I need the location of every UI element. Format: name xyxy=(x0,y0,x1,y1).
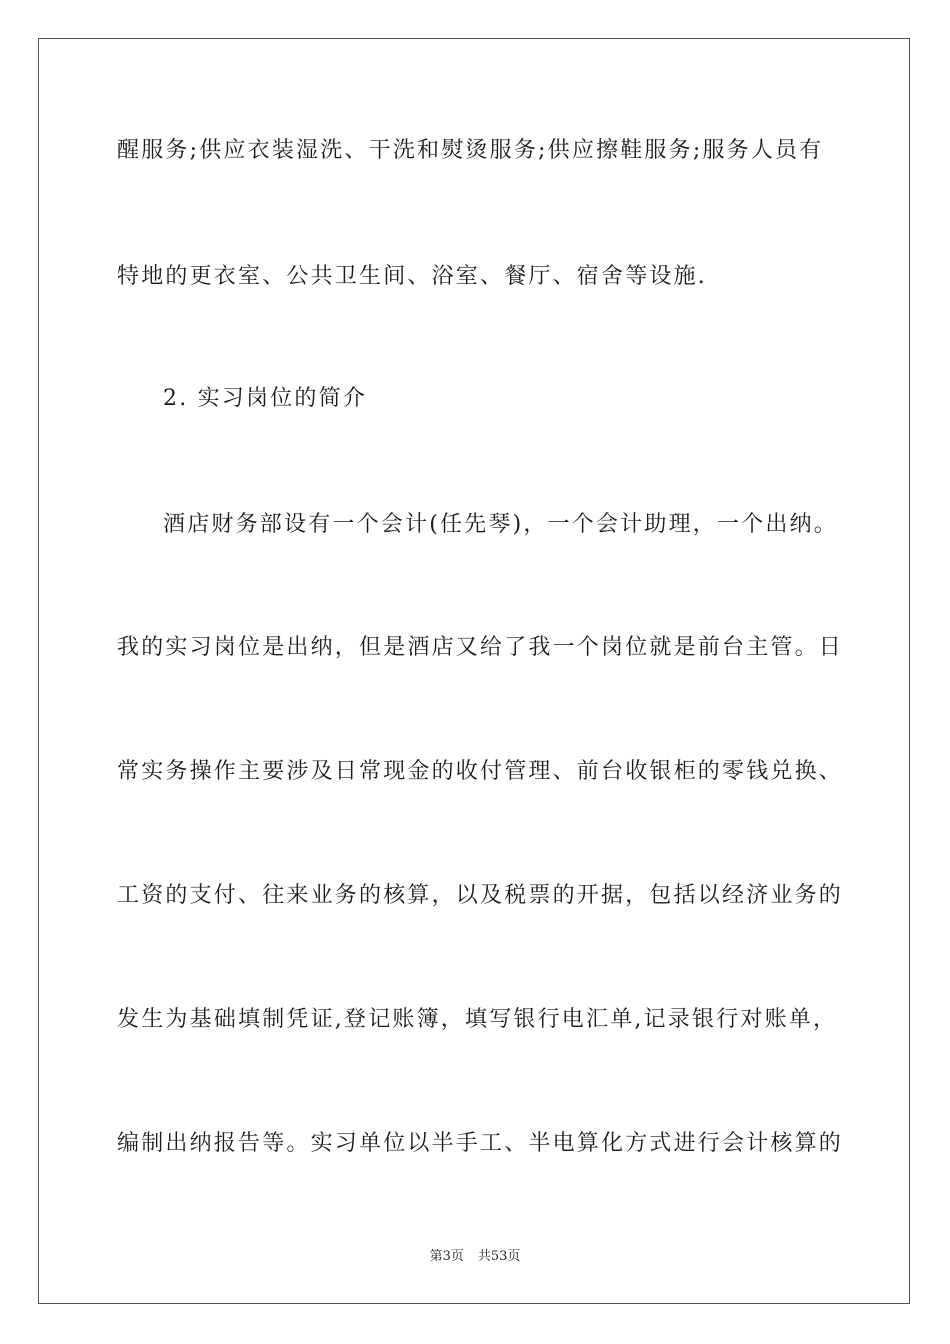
text-line-3: 酒店财务部设有一个会计(任先琴)，一个会计助理，一个出纳。 xyxy=(163,512,838,537)
text-line-7: 发生为基础填制凭证,登记账簿，填写银行电汇单,记录银行对账单， xyxy=(117,1007,838,1032)
page-border xyxy=(38,38,910,1304)
text-line-8: 编制出纳报告等。实习单位以半手工、半电算化方式进行会计核算的 xyxy=(117,1131,844,1156)
text-line-5: 常实务操作主要涉及日常现金的收付管理、前台收银柜的零钱兑换、 xyxy=(117,759,844,784)
text-line-4: 我的实习岗位是出纳，但是酒店又给了我一个岗位就是前台主管。日 xyxy=(117,635,844,660)
text-line-2: 特地的更衣室、公共卫生间、浴室、餐厅、宿舍等设施. xyxy=(117,264,707,289)
text-line-1: 醒服务;供应衣装湿洗、干洗和熨烫服务;供应擦鞋服务;服务人员有 xyxy=(117,138,824,163)
section-heading: 2. 实习岗位的简介 xyxy=(163,386,367,411)
page-number-current: 第3页 xyxy=(429,1249,464,1264)
page-number-total: 共53页 xyxy=(477,1249,521,1264)
text-line-6: 工资的支付、往来业务的核算，以及税票的开据，包括以经济业务的 xyxy=(117,883,844,908)
page-footer xyxy=(0,1248,950,1266)
